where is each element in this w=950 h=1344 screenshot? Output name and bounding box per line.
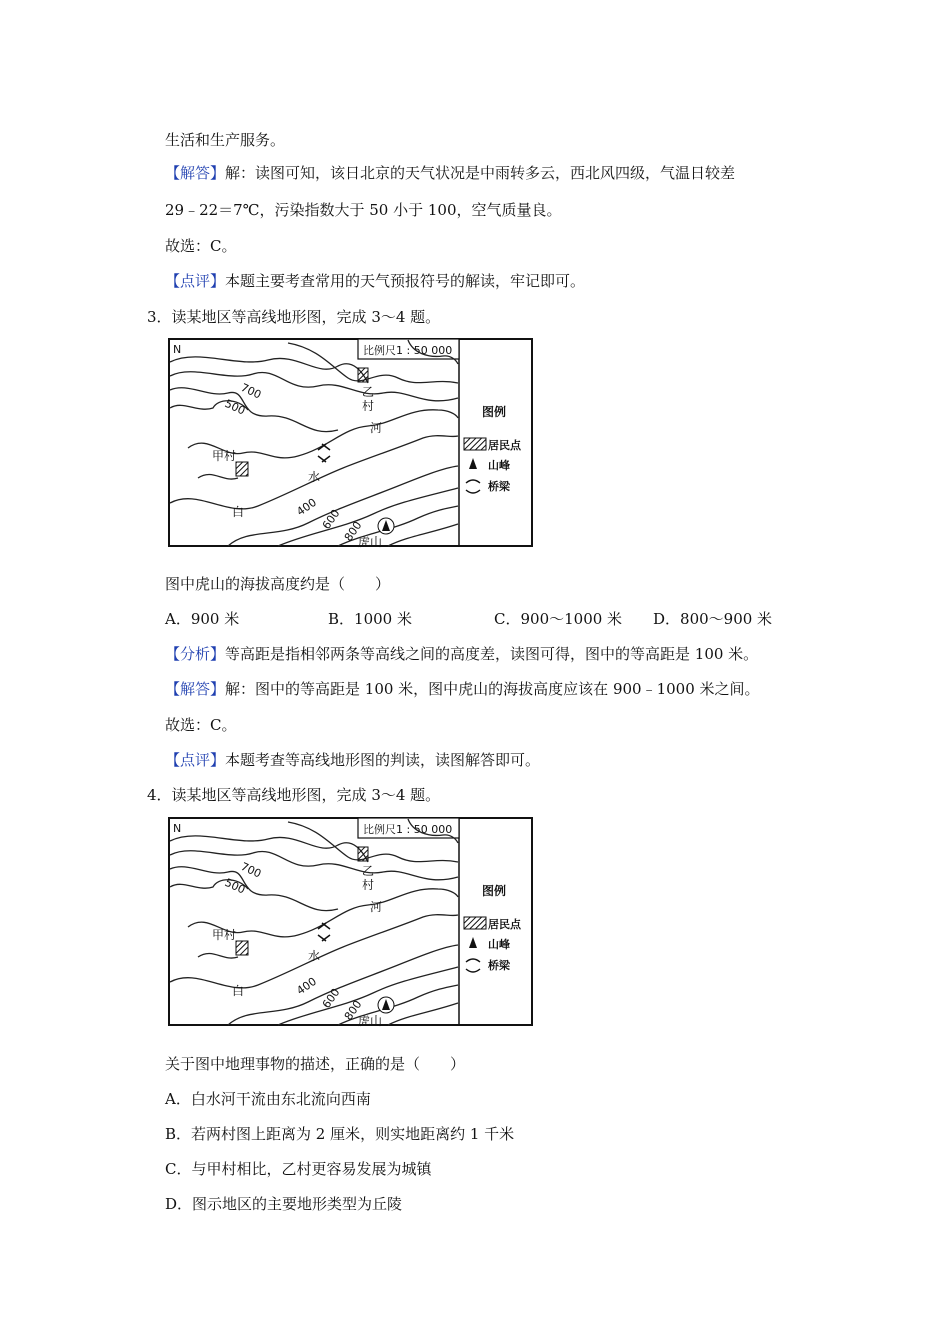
legend-title: 图例 (482, 405, 507, 419)
river-label-bai: 白 (232, 984, 245, 998)
q4-stem: 4．读某地区等高线地形图，完成 3～4 题。 (147, 786, 441, 804)
village-b-label-2: 村 (362, 399, 375, 413)
legend-peak: 山峰 (488, 938, 510, 951)
q3-contour-map (168, 338, 534, 548)
contour-label-500: 500 (222, 396, 248, 418)
prev-comment-line (165, 271, 585, 291)
q4-option-c: C．与甲村相比，乙村更容易发展为城镇 (165, 1160, 432, 1178)
q4-contour-map (168, 817, 534, 1027)
contour-label-700: 700 (238, 380, 264, 402)
legend-bridge: 桥梁 (488, 480, 510, 493)
map-scale: 比例尺1 : 50 000 (363, 344, 453, 357)
contour-label-800: 800 (341, 998, 365, 1023)
legend-settlement: 居民点 (488, 439, 521, 452)
village-b-label-2: 村 (362, 878, 375, 892)
comment-text: 本题考查等高线地形图的判读，读图解答即可。 (225, 751, 541, 769)
q4-option-a: A．白水河干流由东北流向西南 (165, 1090, 371, 1108)
q3-comment-line (165, 750, 540, 770)
q3-question: 图中虎山的海拔高度约是（ ） (165, 575, 391, 593)
contour-label-400: 400 (294, 495, 319, 519)
contour-label-700: 700 (238, 859, 264, 881)
north-label: N (173, 822, 182, 835)
comment-tag: 【点评】 (165, 751, 226, 769)
contour-label-500: 500 (222, 875, 248, 897)
comment-tag: 【点评】 (165, 272, 226, 290)
answer-text: 解：图中的等高距是 100 米，图中虎山的海拔高度应该在 900﹣1000 米之间。 (225, 680, 760, 698)
contour-label-400: 400 (294, 974, 319, 998)
village-a-label: 甲村 (212, 449, 237, 463)
contour-label-600: 600 (319, 507, 343, 532)
peak-label: 虎山 (358, 535, 383, 548)
village-b-label-1: 乙 (362, 864, 375, 878)
answer-tag: 【解答】 (165, 680, 226, 698)
prev-answer-line-2: 29﹣22＝7℃，污染指数大于 50 小于 100，空气质量良。 (165, 201, 562, 219)
q3-stem: 3．读某地区等高线地形图，完成 3～4 题。 (147, 308, 441, 326)
river-label-he: 河 (370, 421, 383, 435)
q3-answer-line (165, 679, 760, 699)
prev-choice: 故选：C。 (165, 237, 237, 255)
village-b-label-1: 乙 (362, 385, 375, 399)
river-label-shui: 水 (308, 949, 321, 963)
north-label: N (173, 343, 182, 356)
village-a-label: 甲村 (212, 928, 237, 942)
q4-option-b: B．若两村图上距离为 2 厘米，则实地距离约 1 千米 (165, 1125, 515, 1143)
q3-option-a: A．900 米 (165, 610, 240, 628)
legend-bridge: 桥梁 (488, 959, 510, 972)
legend-title: 图例 (482, 884, 507, 898)
q3-option-b: B．1000 米 (328, 610, 412, 628)
q4-option-d: D．图示地区的主要地形类型为丘陵 (165, 1195, 403, 1213)
answer-text: 解：读图可知，该日北京的天气状况是中雨转多云，西北风四级，气温日较差 (225, 164, 736, 182)
comment-text: 本题主要考查常用的天气预报符号的解读，牢记即可。 (225, 272, 586, 290)
prev-answer-line (165, 163, 735, 183)
map-scale: 比例尺1 : 50 000 (363, 823, 453, 836)
q4-question: 关于图中地理事物的描述，正确的是（ ） (165, 1055, 466, 1073)
q3-option-c: C．900～1000 米 (494, 610, 623, 628)
prev-text-line: 生活和生产服务。 (165, 131, 286, 149)
analysis-tag: 【分析】 (165, 645, 226, 663)
contour-label-600: 600 (319, 986, 343, 1011)
peak-label: 虎山 (358, 1014, 383, 1027)
legend-settlement: 居民点 (488, 918, 521, 931)
river-label-shui: 水 (308, 470, 321, 484)
answer-tag: 【解答】 (165, 164, 226, 182)
q3-option-d: D．800～900 米 (653, 610, 773, 628)
q3-analysis-line (165, 644, 758, 664)
analysis-text: 等高距是指相邻两条等高线之间的高度差，读图可得，图中的等高距是 100 米。 (225, 645, 759, 663)
q3-choice: 故选：C。 (165, 716, 237, 734)
river-label-bai: 白 (232, 505, 245, 519)
contour-label-800: 800 (341, 519, 365, 544)
legend-peak: 山峰 (488, 459, 510, 472)
river-label-he: 河 (370, 900, 383, 914)
